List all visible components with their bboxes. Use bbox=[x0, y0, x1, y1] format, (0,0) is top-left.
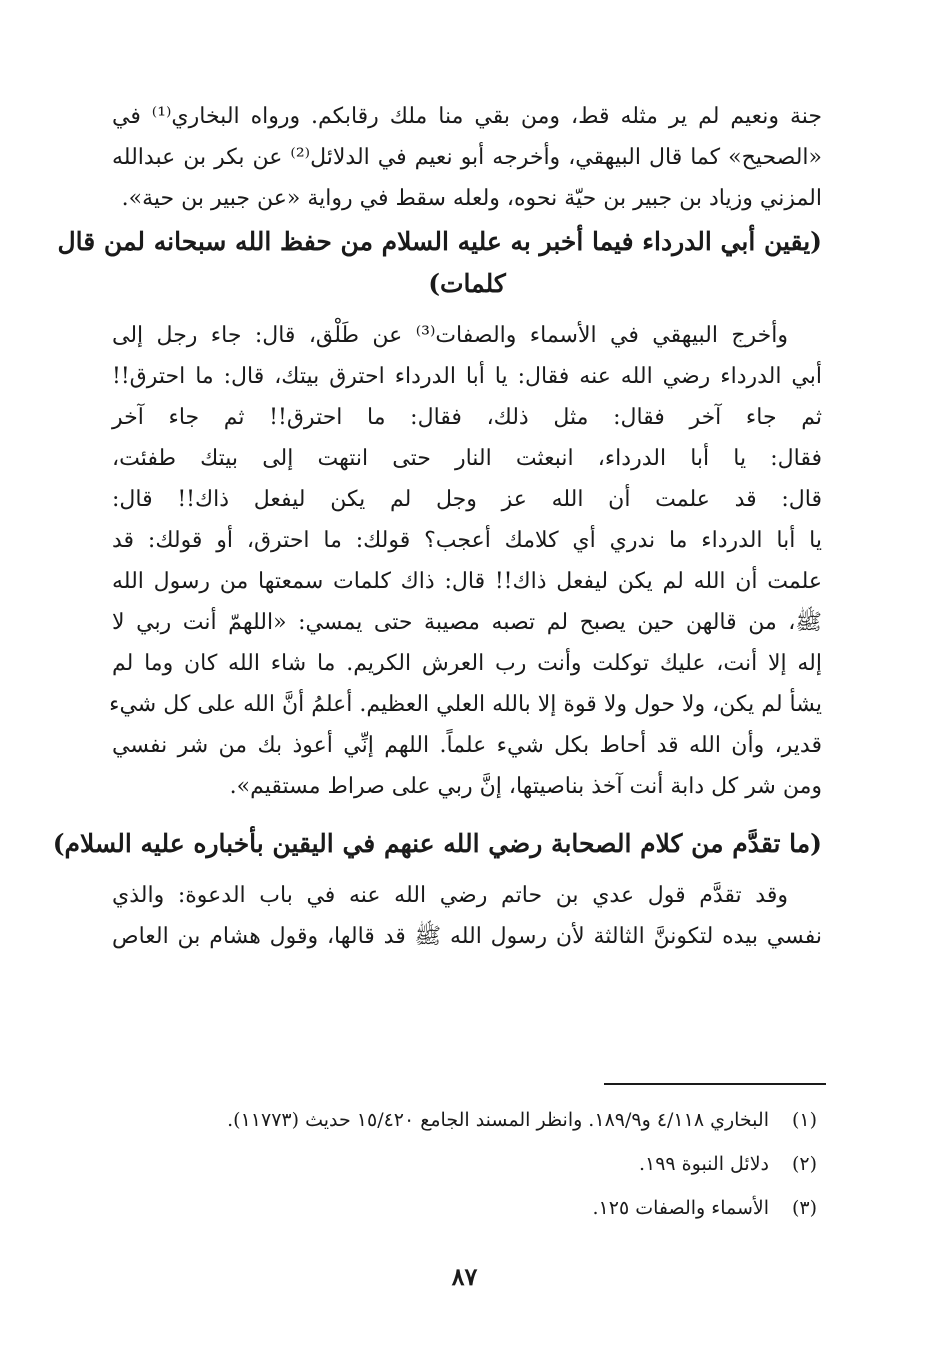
footnotes bbox=[117, 1098, 817, 1230]
text-line: ومن شر كل دابة أنت آخذ بناصيتها، إنَّ ربي على صراط مستقيم». bbox=[229, 774, 822, 799]
text-line: يا أبا الدرداء ما ندري أي كلامك أعجب؟ قولك: ما احترق، أو قولك: قد bbox=[112, 528, 822, 553]
heading-line: (يقين أبي الدرداء فيما أخبر به عليه السلام من حفظ الله سبحانه لمن قال bbox=[57, 227, 822, 256]
page-number: ٨٧ bbox=[451, 1262, 478, 1291]
text-line: نفسي بيده لتكوننَّ الثالثة لأن رسول الله ﷺ قد قالها، وقول هشام بن العاص bbox=[112, 924, 822, 949]
footnote-number: (١) bbox=[791, 1109, 817, 1131]
text-line: قال: قد علمت أن الله عز وجل لم يكن ليفعل ذاك!! قال: bbox=[112, 487, 822, 512]
text-line: فقال: يا أبا الدرداء، انبعثت النار حتى انتهت إلى بيتك طفئت، bbox=[112, 446, 822, 471]
footnote-2 bbox=[117, 1142, 817, 1186]
text-line: أبي الدرداء رضي الله عنه فقال: يا أبا الدرداء احترق بيتك، قال: ما احترق!! bbox=[112, 364, 822, 389]
text-line: إله إلا أنت، عليك توكلت وأنت رب العرش الكريم. ما شاء الله كان وما لم bbox=[112, 651, 822, 676]
text-line: قدير، وأن الله قد أحاط بكل شيء علماً. اللهم إنِّي أعوذ بك من شر نفسي bbox=[112, 733, 822, 758]
main-text bbox=[52, 96, 822, 957]
text-line: وقد تقدَّم قول عدي بن حاتم رضي الله عنه في باب الدعوة: والذي bbox=[112, 883, 788, 908]
paragraph-1 bbox=[112, 96, 822, 219]
footnote-text: دلائل النبوة ١٩٩. bbox=[638, 1153, 769, 1175]
footnote-3 bbox=[117, 1186, 817, 1230]
text-line: ثم جاء آخر فقال: مثل ذلك، فقال: ما احترق!! ثم جاء آخر bbox=[112, 405, 822, 430]
text-line: جنة ونعيم لم ير مثله قط، ومن بقي منا ملك رقابكم. ورواه البخاري⁽¹⁾ في bbox=[112, 104, 822, 129]
text-line: «الصحيح» كما قال البيهقي، وأخرجه أبو نعيم في الدلائل⁽²⁾ عن بكر بن عبدالله bbox=[112, 145, 822, 170]
heading-line: كلمات) bbox=[428, 269, 506, 298]
section-heading-2 bbox=[52, 823, 822, 865]
heading-line: (ما تقدَّم من كلام الصحابة رضي الله عنهم في اليقين بأخباره عليه السلام) bbox=[52, 829, 822, 858]
footnote-number: (٢) bbox=[791, 1153, 817, 1175]
text-line: المزني وزياد بن جبير بن حيّة نحوه، ولعله سقط في رواية «عن جبير بن حية». bbox=[121, 186, 822, 211]
footnote-text: البخاري ٤/١١٨ و١٨٩/٩. وانظر المسند الجامع ١٥/٤٢٠ حديث (١١٧٧٣). bbox=[227, 1109, 769, 1131]
footnote-text: الأسماء والصفات ١٢٥. bbox=[592, 1197, 769, 1219]
paragraph-3 bbox=[112, 875, 822, 957]
footnote-number: (٣) bbox=[791, 1197, 817, 1219]
paragraph-2 bbox=[109, 315, 822, 807]
text-line: يشأ لم يكن، ولا حول ولا قوة إلا بالله العلي العظيم. أعلمُ أنَّ الله على كل شيء bbox=[109, 692, 822, 717]
text-line: ﷺ، من قالهن حين يصبح لم تصبه مصيبة حتى يمسي: «اللهمّ أنت ربي لا bbox=[112, 610, 822, 635]
text-line: علمت أن الله لم يكن ليفعل ذاك!! قال: ذاك كلمات سمعتها من رسول الله bbox=[112, 569, 822, 594]
footnote-1 bbox=[117, 1098, 817, 1142]
footnote-separator bbox=[604, 1083, 826, 1085]
text-line: وأخرج البيهقي في الأسماء والصفات⁽³⁾ عن طَلْق، قال: جاء رجل إلى bbox=[112, 323, 789, 348]
section-heading-1 bbox=[57, 221, 822, 305]
